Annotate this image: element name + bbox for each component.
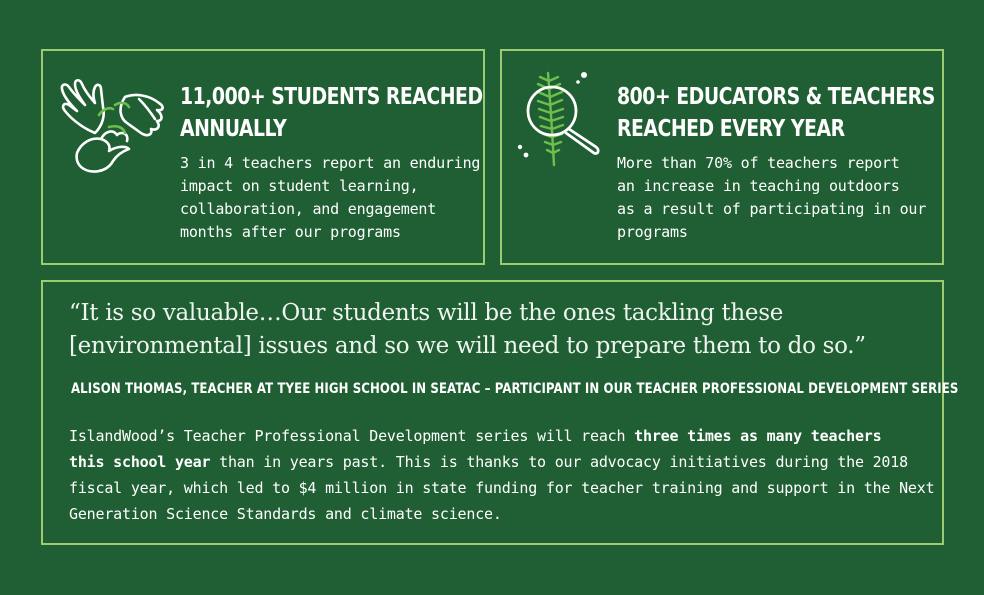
description-line: months after our programs: [180, 223, 401, 241]
students-stat-description: [180, 152, 480, 244]
hands-icon: [55, 75, 169, 175]
description-line: programs: [617, 223, 688, 241]
students-stat-title: [180, 81, 483, 145]
description-line: as a result of participating in our: [617, 200, 927, 218]
description-line: More than 70% of teachers report: [617, 154, 900, 172]
students-stat-card: [41, 49, 485, 265]
program-description: [69, 423, 934, 527]
body-line: [69, 449, 934, 475]
description-line: 3 in 4 teachers report an enduring: [180, 154, 481, 172]
body-line: fiscal year, which led to $4 million in state funding for teacher training and support in the Next: [69, 479, 935, 497]
title-line: 800+ EDUCATORS & TEACHERS: [617, 84, 935, 110]
educators-stat-card: [500, 49, 944, 265]
testimonial-quote: [69, 297, 866, 363]
title-line: 11,000+ STUDENTS REACHED: [180, 84, 483, 110]
description-line: impact on student learning,: [180, 177, 419, 195]
description-line: collaboration, and engagement: [180, 200, 437, 218]
body-text-segment: IslandWood’s Teacher Professional Development series will reach: [69, 427, 635, 445]
magnifying-glass-fern-icon: [510, 69, 610, 169]
title-line: REACHED EVERY YEAR: [617, 116, 845, 142]
body-line: [69, 423, 934, 449]
body-text-segment: than in years past. This is thanks to our advocacy initiatives during the 2018: [210, 453, 908, 471]
body-line: Generation Science Standards and climate science.: [69, 505, 502, 523]
quote-line: [environmental] issues and so we will need to prepare them to do so.”: [69, 333, 866, 359]
body-emphasis: three times as many teachers: [634, 427, 882, 445]
body-emphasis: this school year: [69, 453, 211, 471]
testimonial-attribution: ALISON THOMAS, TEACHER AT TYEE HIGH SCHOOL IN SEATAC – PARTICIPANT IN OUR TEACHER PROFESSIONAL DEVELOPMENT SERIES: [71, 381, 959, 397]
educators-stat-title: [617, 81, 935, 145]
description-line: an increase in teaching outdoors: [617, 177, 900, 195]
quote-line: “It is so valuable…Our students will be the ones tackling these: [69, 300, 784, 326]
testimonial-card: [41, 280, 959, 545]
title-line: ANNUALLY: [180, 116, 287, 142]
educators-stat-description: [617, 152, 926, 244]
